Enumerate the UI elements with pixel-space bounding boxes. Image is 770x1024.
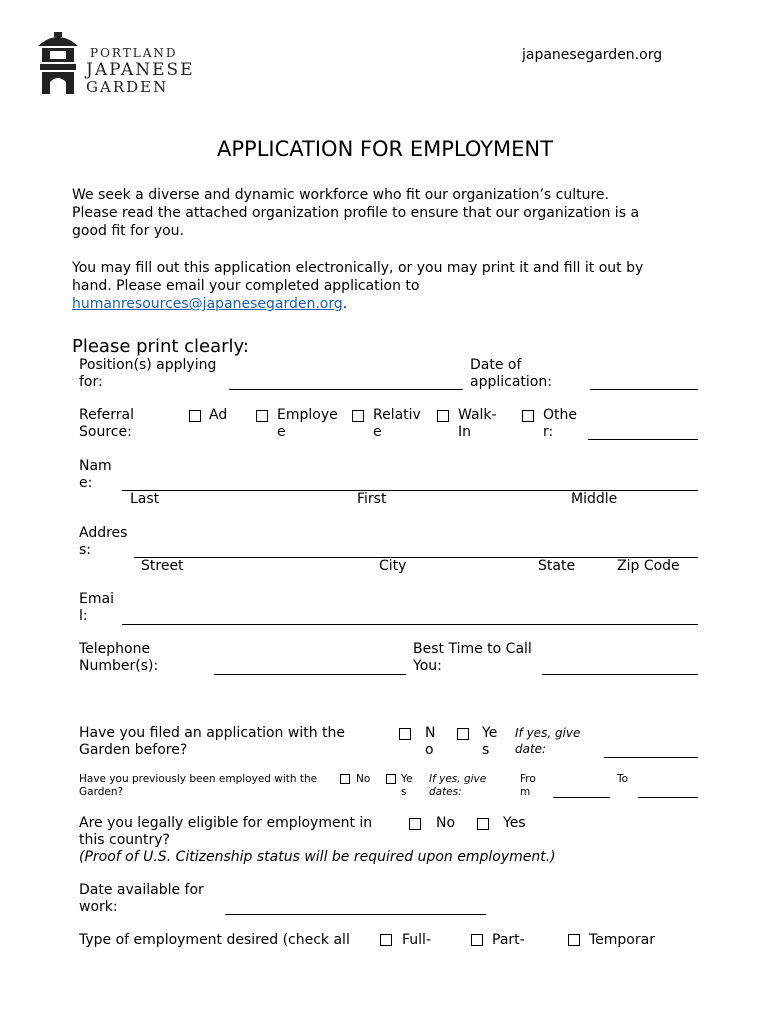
intro-line: We seek a diverse and dynamic workforce who fit our organization’s culture. [72,187,609,203]
name-middle-caption: Middle [571,491,618,507]
address-city-caption: City [379,558,407,574]
temporary-label: Temporar [589,932,655,948]
eligible-note: (Proof of U.S. Citizenship status will be required upon employment.) [79,849,556,865]
position-label: Position(s) applying for: [79,357,217,390]
best-time-field[interactable] [542,674,698,675]
eligible-yes-label: Yes [503,815,526,831]
part-time-label: Part- [492,932,525,948]
date-of-application-field[interactable] [590,389,698,390]
date-available-label: Date available for work: [79,882,204,915]
eligible-question: Are you legally eligible for employment in this country? (Proof of U.S. Citizenship status will be required upon employment.) [79,815,556,865]
address-field[interactable] [134,557,698,558]
temporary-checkbox[interactable] [568,934,580,946]
telephone-field[interactable] [214,674,406,675]
logo-text-garden: GARDEN [86,78,169,96]
employed-from-label: Fro m [520,773,536,798]
filed-if-yes-label: If yes, give date: [515,726,581,756]
section-heading: Please print clearly: [72,336,249,357]
name-first-caption: First [357,491,387,507]
email-field[interactable] [122,624,698,625]
referral-other-label: Othe r: [543,407,577,440]
lantern-logo-icon [36,30,80,96]
best-time-label: Best Time to Call You: [413,641,532,674]
email-suffix: . [342,296,348,312]
intro-paragraph-2 [72,259,712,313]
address-state-caption: State [538,558,576,574]
referral-relative-label: Relativ e [373,407,421,440]
referral-employee-label: Employe e [277,407,338,440]
referral-walkin-checkbox[interactable] [437,410,449,422]
eligible-no-checkbox[interactable] [409,818,421,830]
filed-before-question: Have you filed an application with the Garden before? [79,725,345,758]
eligible-no-label: No [436,815,456,831]
intro-line: You may fill out this application electronically, or you may print it and fill it out by [72,260,644,276]
employed-before-question: Have you previously been employed with the Garden? [79,773,318,798]
full-time-label: Full- [402,932,431,948]
intro-line: hand. Please email your completed application to [72,278,420,294]
referral-label: Referral Source: [79,407,134,440]
telephone-label: Telephone Number(s): [79,641,159,674]
filed-yes-label: Ye s [482,725,498,758]
date-available-field[interactable] [225,914,486,915]
position-field[interactable] [229,389,463,390]
name-label: Nam e: [79,458,112,491]
employed-yes-checkbox[interactable] [386,774,396,784]
intro-line: good fit for you. [72,223,184,239]
filed-no-label: N o [425,725,436,758]
employed-to-label: To [617,773,629,785]
employed-to-field[interactable] [638,797,698,798]
employed-if-yes-label: If yes, give dates: [429,773,487,798]
referral-walkin-label: Walk- In [458,407,497,440]
referral-other-checkbox[interactable] [522,410,534,422]
hr-email-link[interactable]: humanresources@japanesegarden.org [72,296,343,312]
logo [36,30,195,96]
eligible-yes-checkbox[interactable] [477,818,489,830]
employed-yes-label: Ye s [401,773,413,798]
intro-line: Please read the attached organization profile to ensure that our organization is a [72,205,640,221]
address-street-caption: Street [141,558,184,574]
referral-relative-checkbox[interactable] [352,410,364,422]
filed-yes-checkbox[interactable] [457,728,469,740]
employed-no-checkbox[interactable] [340,774,350,784]
referral-ad-checkbox[interactable] [189,410,201,422]
employment-type-question: Type of employment desired (check all [79,932,350,948]
referral-employee-checkbox[interactable] [256,410,268,422]
address-zip-caption: Zip Code [617,558,680,574]
email-label: Emai l: [79,591,114,624]
page-title: APPLICATION FOR EMPLOYMENT [217,137,553,161]
date-of-application-label: Date of application: [470,357,552,390]
referral-other-field[interactable] [588,439,698,440]
logo-text-japanese: JAPANESE [86,60,195,80]
employed-from-field[interactable] [553,797,610,798]
employed-no-label: No [356,773,371,785]
full-time-checkbox[interactable] [380,934,392,946]
filed-no-checkbox[interactable] [399,728,411,740]
address-label: Addres s: [79,525,128,558]
intro-paragraph-1 [72,186,712,240]
part-time-checkbox[interactable] [471,934,483,946]
filed-date-field[interactable] [604,757,698,758]
website-url: japanesegarden.org [522,47,663,63]
referral-ad-label: Ad [209,407,228,423]
logo-text-portland: PORTLAND [90,46,178,60]
name-last-caption: Last [130,491,160,507]
